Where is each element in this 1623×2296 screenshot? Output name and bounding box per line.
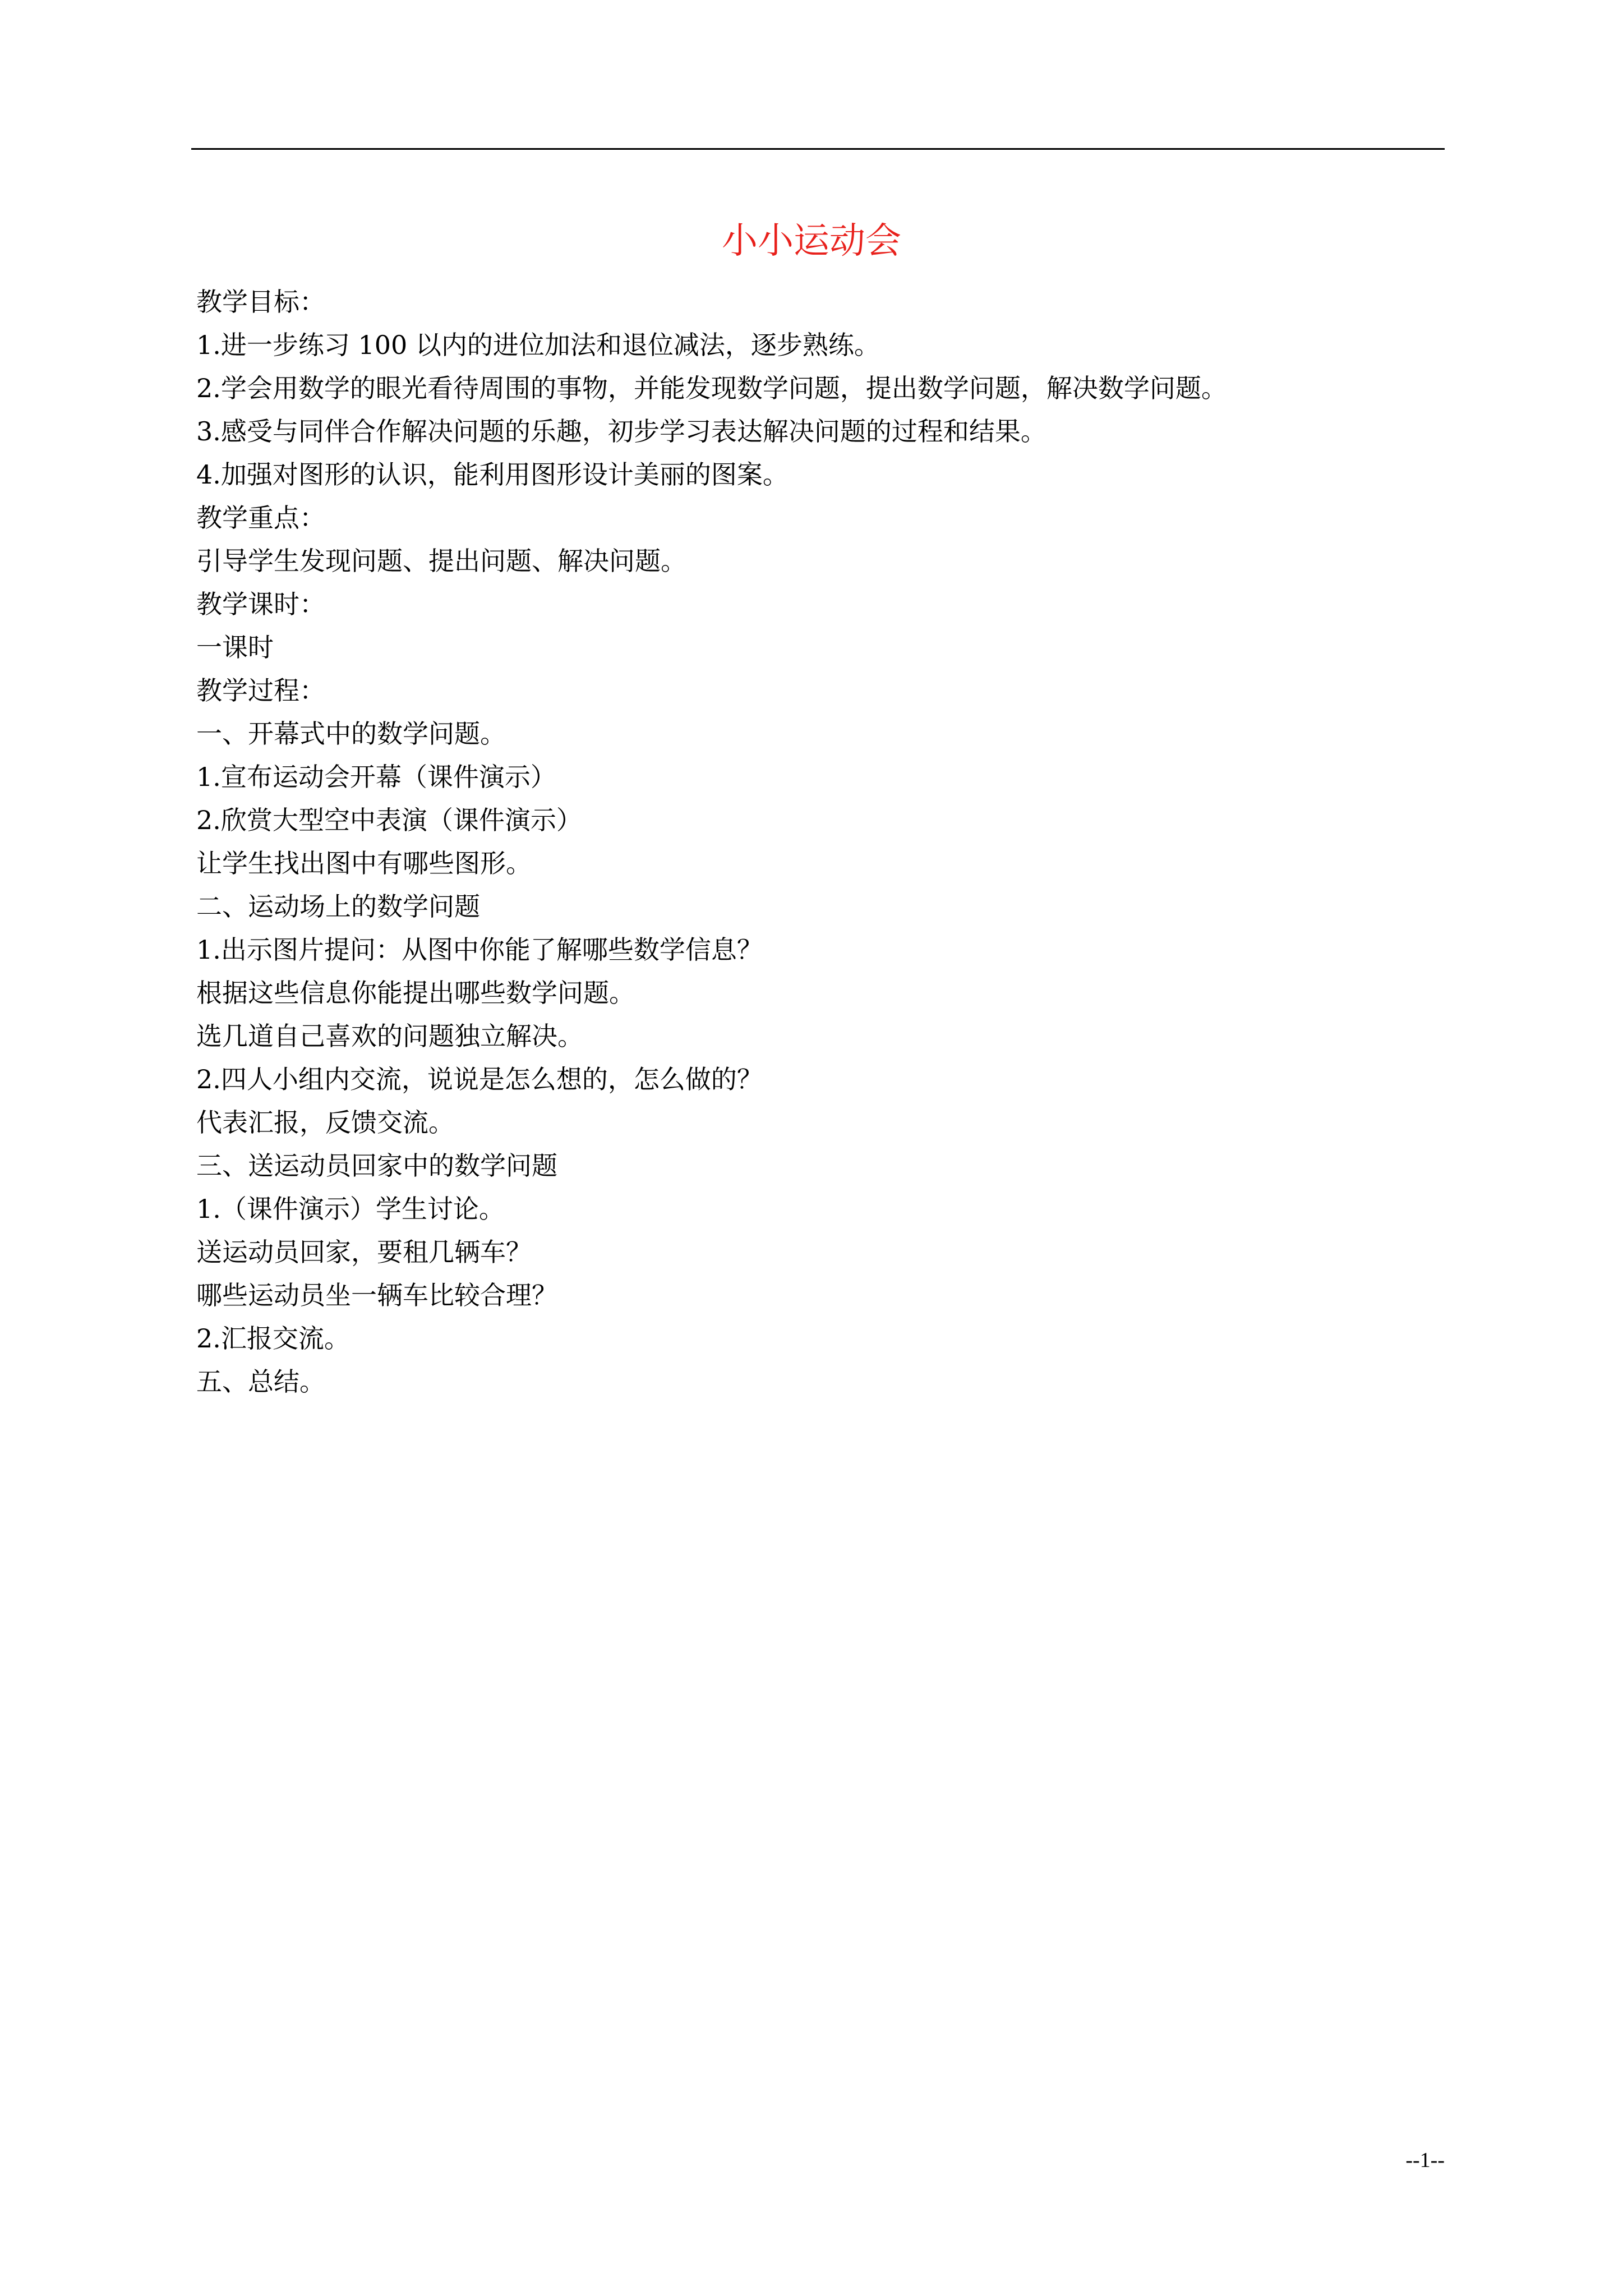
line-periods-heading: 教学课时： [196, 589, 325, 619]
line-objective-3: 3.感受与同伴合作解决问题的乐趣，初步学习表达解决问题的过程和结果。 [196, 416, 1046, 447]
line-keypoints-heading: 教学重点： [196, 503, 325, 533]
line-section-2-note-2: 选几道自己喜欢的问题独立解决。 [196, 1021, 583, 1051]
line-section-3: 三、送运动员回家中的数学问题 [196, 1151, 557, 1181]
line-objective-4: 4.加强对图形的认识，能利用图形设计美丽的图案。 [196, 459, 789, 490]
line-section-2-note-3: 代表汇报，反馈交流。 [196, 1107, 454, 1138]
line-section-2-note-1: 根据这些信息你能提出哪些数学问题。 [196, 978, 635, 1008]
document-body [196, 280, 1430, 1404]
line-section-3-step-1: 1.（课件演示）学生讨论。 [196, 1194, 505, 1224]
page-number: --1-- [1405, 2148, 1445, 2172]
line-section-1-step-1: 1.宣布运动会开幕（课件演示） [196, 762, 556, 792]
line-section-1: 一、开幕式中的数学问题。 [196, 719, 506, 749]
line-section-3-step-2: 2.汇报交流。 [196, 1323, 350, 1354]
line-section-2-step-2: 2.四人小组内交流，说说是怎么想的，怎么做的？ [196, 1064, 763, 1094]
line-objective-1: 1.进一步练习 100 以内的进位加法和退位减法，逐步熟练。 [196, 330, 880, 360]
line-section-5: 五、总结。 [196, 1366, 325, 1397]
line-section-2-step-1: 1.出示图片提问：从图中你能了解哪些数学信息？ [196, 935, 763, 965]
line-section-2: 二、运动场上的数学问题 [196, 891, 480, 922]
line-process-heading: 教学过程： [196, 675, 325, 706]
line-objective-2: 2.学会用数学的眼光看待周围的事物，并能发现数学问题，提出数学问题，解决数学问题。 [196, 373, 1227, 403]
line-objectives-heading: 教学目标： [196, 287, 325, 317]
line-periods: 一课时 [196, 632, 274, 662]
document-title: 小小运动会 [722, 220, 901, 262]
line-section-1-step-2: 2.欣赏大型空中表演（课件演示） [196, 805, 582, 835]
line-section-1-note: 让学生找出图中有哪些图形。 [196, 848, 532, 878]
line-section-3-note-1: 送运动员回家，要租几辆车？ [196, 1237, 532, 1267]
line-section-3-note-2: 哪些运动员坐一辆车比较合理？ [196, 1280, 557, 1310]
header-rule [191, 148, 1445, 150]
line-keypoints: 引导学生发现问题、提出问题、解决问题。 [196, 546, 686, 576]
